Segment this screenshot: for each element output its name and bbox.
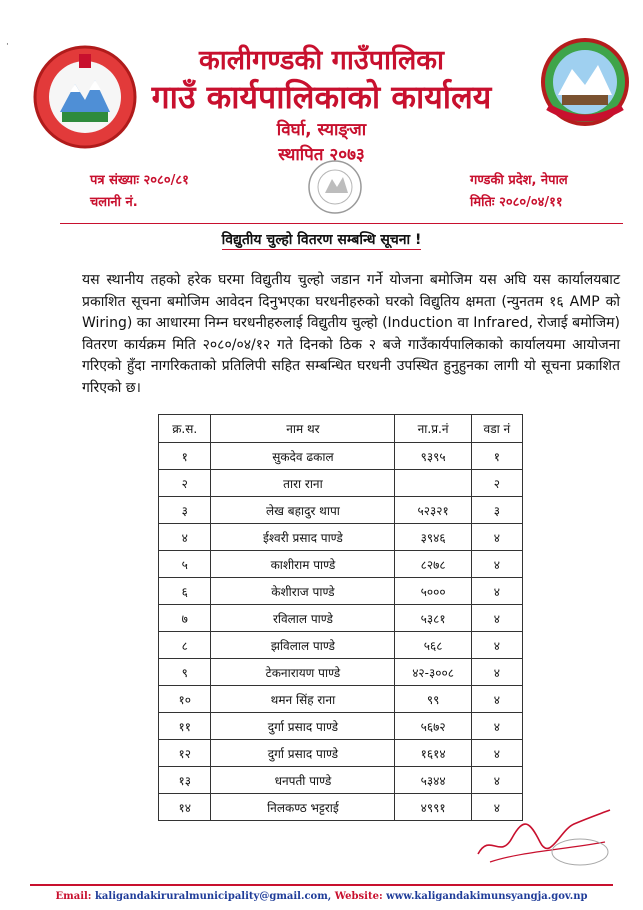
header-name: नाम थर: [211, 415, 395, 443]
email-link[interactable]: kaligandakiruralmunicipality@gmail.com,: [94, 891, 332, 902]
notice-body: यस स्थानीय तहको हरेक घरमा विद्युतीय चुल्हो जडान गर्ने योजना बमोजिम यस अघि यस कार्यालयबाट प्रकाशित सूचना बमोजिम आवेदन दिनुभएका घरधनीहरुको घरको विद्युतिय क्षमता (न्युनतम १६ AMP को Wiring) का आधारमा निम्न घरधनीहरुलाई विद्युतीय चुल्हो (Induction वा Infrared, रोजाई बमोजिम) वितरण कार्यक्रम मिति २०८०/०४/१२ गते दिनको ठिक २ बजे गाउँकार्यपालिकाको कार्यालयमा आयोजना गरिएको हुँदा नागरिकताको प्रतिलिपी सहित सम्बन्धित घरधनी उपस्थित हुनुहुनका लागी यो सूचना प्रकाशित गरिएको छ।: [82, 272, 620, 396]
cell-sn: १: [159, 443, 211, 470]
cell-citizenship-no: ४९९१: [395, 794, 471, 821]
cell-ward-no: ४: [471, 551, 522, 578]
cell-sn: ३: [159, 497, 211, 524]
table-row: [159, 524, 523, 551]
email-label: Email:: [55, 891, 92, 902]
cell-sn: १३: [159, 767, 211, 794]
cell-name: निलकण्ठ भट्टराई: [211, 794, 395, 821]
cell-sn: ८: [159, 632, 211, 659]
dispatch-number: चलानी नं.: [90, 195, 138, 210]
cell-citizenship-no: ५२३२१: [395, 497, 471, 524]
website-label: Website:: [334, 891, 383, 902]
header-sn: क्र.स.: [159, 415, 211, 443]
municipality-name: कालीगण्डकी गाउँपालिका: [199, 45, 444, 76]
table-row: [159, 605, 523, 632]
table-row: [159, 470, 523, 497]
header-citizenship-no: ना.प्र.नं: [395, 415, 471, 443]
table-header-row: [159, 415, 523, 443]
cell-name: रविलाल पाण्डे: [211, 605, 395, 632]
cell-ward-no: ४: [471, 686, 522, 713]
cell-ward-no: ४: [471, 605, 522, 632]
table-row: [159, 551, 523, 578]
cell-ward-no: ४: [471, 713, 522, 740]
cell-name: धनपती पाण्डे: [211, 767, 395, 794]
cell-ward-no: ३: [471, 497, 522, 524]
cell-sn: २: [159, 470, 211, 497]
cell-name: थमन सिंह राना: [211, 686, 395, 713]
cell-sn: ४: [159, 524, 211, 551]
cell-ward-no: ४: [471, 794, 522, 821]
cell-ward-no: २: [471, 470, 522, 497]
notice-subject: [0, 230, 643, 249]
table-row: [159, 740, 523, 767]
cell-citizenship-no: ४२-३००८: [395, 659, 471, 686]
cell-ward-no: ४: [471, 659, 522, 686]
table-row: [159, 659, 523, 686]
province: गण्डकी प्रदेश, नेपाल: [470, 173, 568, 188]
table-row: [159, 686, 523, 713]
cell-ward-no: ४: [471, 632, 522, 659]
table-row: [159, 443, 523, 470]
cell-sn: १४: [159, 794, 211, 821]
cell-ward-no: ४: [471, 767, 522, 794]
cell-name: काशीराम पाण्डे: [211, 551, 395, 578]
cell-ward-no: ४: [471, 524, 522, 551]
cell-name: दुर्गा प्रसाद पाण्डे: [211, 713, 395, 740]
letter-number: पत्र संख्याः २०८०/८१: [90, 173, 189, 188]
cell-ward-no: १: [471, 443, 522, 470]
cell-name: केशीराज पाण्डे: [211, 578, 395, 605]
cell-ward-no: ४: [471, 578, 522, 605]
cell-citizenship-no: [395, 470, 471, 497]
footer-contact: [0, 891, 643, 902]
cell-name: दुर्गा प्रसाद पाण्डे: [211, 740, 395, 767]
header-divider: [60, 223, 623, 224]
recipient-table: [158, 414, 523, 821]
cell-sn: ११: [159, 713, 211, 740]
cell-sn: ६: [159, 578, 211, 605]
cell-sn: ९: [159, 659, 211, 686]
cell-sn: १०: [159, 686, 211, 713]
office-name: गाउँ कार्यपालिकाको कार्यालय: [151, 78, 492, 116]
letter-date: मितिः २०८०/०४/११: [470, 195, 563, 210]
table-row: [159, 767, 523, 794]
cell-citizenship-no: ९९: [395, 686, 471, 713]
cell-citizenship-no: ८२७८: [395, 551, 471, 578]
table-row: [159, 794, 523, 821]
table-row: [159, 497, 523, 524]
cell-citizenship-no: ३९४६: [395, 524, 471, 551]
margin-mark: ·: [6, 40, 9, 50]
cell-citizenship-no: ५६८: [395, 632, 471, 659]
signature: [470, 802, 620, 872]
website-link[interactable]: www.kaligandakimunsyangja.gov.np: [386, 891, 588, 902]
office-location: विर्घा, स्याङ्जा: [276, 120, 367, 140]
cell-citizenship-no: १६१४: [395, 740, 471, 767]
table-row: [159, 713, 523, 740]
established-year: स्थापित २०७३: [278, 145, 365, 165]
table-row: [159, 632, 523, 659]
cell-name: झविलाल पाण्डे: [211, 632, 395, 659]
office-stamp: [295, 155, 375, 225]
footer-divider: [30, 884, 613, 886]
cell-ward-no: ४: [471, 740, 522, 767]
cell-sn: ५: [159, 551, 211, 578]
cell-citizenship-no: ५३८१: [395, 605, 471, 632]
cell-citizenship-no: ५६७२: [395, 713, 471, 740]
cell-name: सुकदेव ढकाल: [211, 443, 395, 470]
cell-citizenship-no: ५३४४: [395, 767, 471, 794]
cell-citizenship-no: ५०००: [395, 578, 471, 605]
header-ward-no: वडा नं: [471, 415, 522, 443]
cell-name: तारा राना: [211, 470, 395, 497]
cell-name: लेख बहादुर थापा: [211, 497, 395, 524]
cell-name: टेकनारायण पाण्डे: [211, 659, 395, 686]
cell-sn: १२: [159, 740, 211, 767]
cell-citizenship-no: ९३९५: [395, 443, 471, 470]
notice-subject-text: विद्युतीय चुल्हो वितरण सम्बन्धि सूचना !: [221, 232, 422, 248]
cell-sn: ७: [159, 605, 211, 632]
cell-name: ईश्वरी प्रसाद पाण्डे: [211, 524, 395, 551]
table-row: [159, 578, 523, 605]
